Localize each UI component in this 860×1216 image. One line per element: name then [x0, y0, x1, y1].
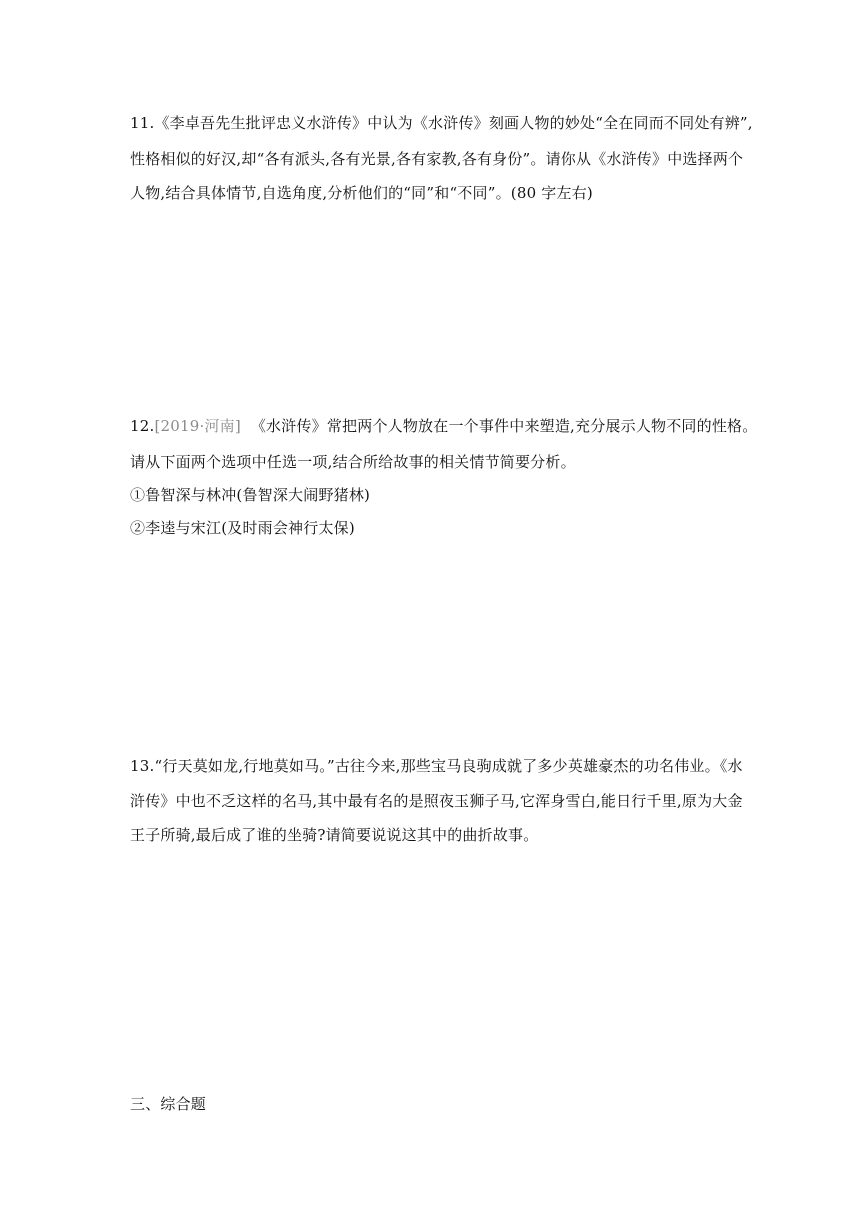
section-heading: 三、综合题: [130, 1095, 207, 1113]
q13-line-1: 13.“行天莫如龙,行地莫如马。”古往今来,那些宝马良驹成就了多少英雄豪杰的功名伟业。《水: [130, 757, 743, 775]
q12-source-tag: [2019·河南]: [154, 417, 241, 435]
q12-option-1: ①鲁智深与林冲(鲁智深大闹野猪林): [130, 486, 371, 504]
q11-line-3: 人物,结合具体情节,自选角度,分析他们的“同”和“不同”。(80 字左右): [130, 184, 593, 202]
q13-line-3: 王子所骑,最后成了谁的坐骑?请简要说说这其中的曲折故事。: [130, 826, 539, 844]
q12-option-2: ②李逵与宋江(及时雨会神行太保): [130, 519, 355, 537]
q12-line-1-text: 《水浒传》常把两个人物放在一个事件中来塑造,充分展示人物不同的性格。: [250, 417, 758, 435]
q13-line-2: 浒传》中也不乏这样的名马,其中最有名的是照夜玉狮子马,它浑身雪白,能日行千里,原为大金: [130, 792, 743, 810]
q12-number: 12.: [130, 417, 155, 435]
q12-line-1: [130, 416, 757, 436]
q11-line-1: 11.《李卓吾先生批评忠义水浒传》中认为《水浒传》刻画人物的妙处“全在同而不同处有辨”,: [130, 114, 753, 132]
q12-line-2: 请从下面两个选项中任选一项,结合所给故事的相关情节简要分析。: [130, 453, 576, 471]
q11-line-2: 性格相似的好汉,却“各有派头,各有光景,各有家教,各有身份”。请你从《水浒传》中选择两个: [130, 150, 744, 168]
